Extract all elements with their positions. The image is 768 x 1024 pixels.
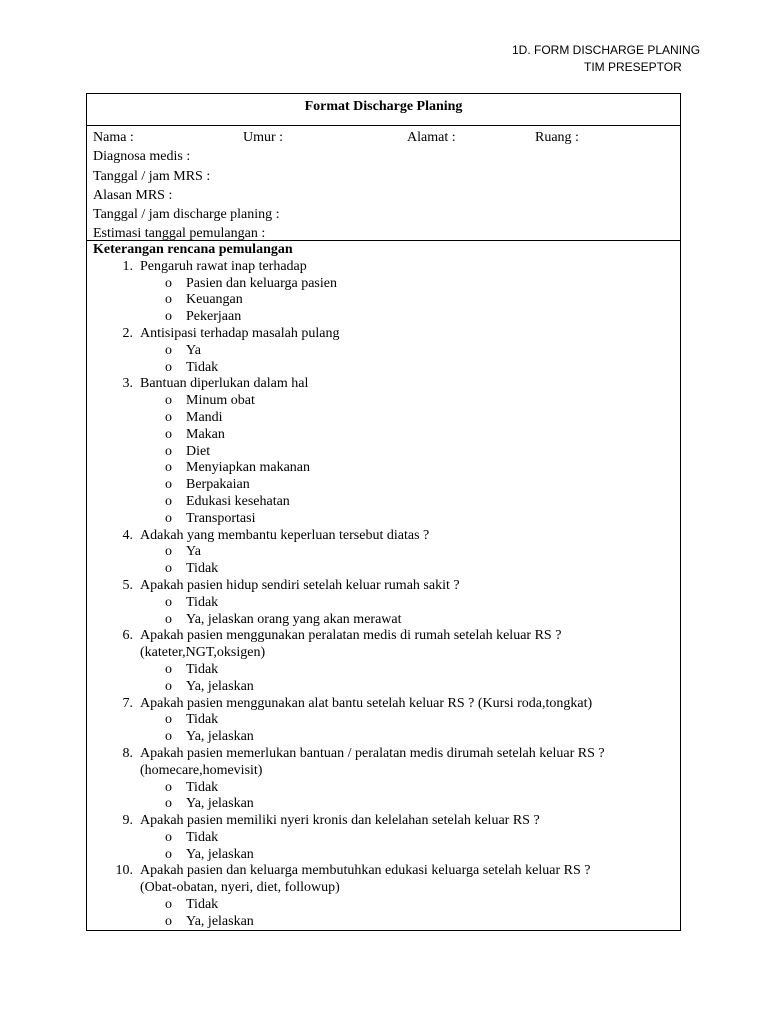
option-bullet-icon[interactable]: o (165, 594, 172, 610)
patient-info-section (87, 126, 680, 241)
option-bullet-icon[interactable]: o (165, 460, 172, 476)
option-label: Edukasi kesehatan (186, 493, 290, 509)
question-item (93, 528, 680, 545)
info-row-identity (93, 128, 680, 147)
option-bullet-icon[interactable]: o (165, 342, 172, 358)
option-label: Berpakaian (186, 477, 250, 493)
option-bullet-icon[interactable]: o (165, 275, 172, 291)
question-number: 9. (122, 813, 133, 829)
question-number: 8. (122, 745, 133, 761)
discharge-form (86, 93, 681, 931)
option-item[interactable] (93, 712, 680, 729)
option-item[interactable] (93, 544, 680, 561)
question-number: 5. (122, 577, 133, 593)
option-label: Diet (186, 443, 211, 459)
option-label: Mandi (186, 409, 223, 425)
option-label: Ya, jelaskan (186, 729, 254, 745)
diagnosa-field[interactable]: Diagnosa medis : (93, 149, 191, 165)
option-bullet-icon[interactable]: o (165, 510, 172, 526)
option-label: Menyiapkan makanan (186, 460, 311, 476)
option-item[interactable] (93, 460, 680, 477)
question-text: Apakah pasien memerlukan bantuan / peralatan medis dirumah setelah keluar RS ? (140, 745, 605, 761)
info-row-tanggal-discharge (93, 205, 680, 224)
option-label: Tidak (186, 897, 219, 913)
header-team-name: TIM PRESEPTOR (584, 60, 682, 74)
option-label: Ya, jelaskan (186, 846, 254, 862)
option-item[interactable] (93, 796, 680, 813)
question-list (93, 259, 680, 931)
option-bullet-icon[interactable]: o (165, 897, 172, 913)
question-text: Adakah yang membantu keperluan tersebut diatas ? (140, 527, 430, 543)
form-title: Format Discharge Planing (87, 94, 680, 126)
option-item[interactable] (93, 897, 680, 914)
option-label: Tidak (186, 561, 219, 577)
question-text: Bantuan diperlukan dalam hal (140, 376, 309, 392)
question-item (93, 326, 680, 343)
option-bullet-icon[interactable]: o (165, 544, 172, 560)
option-item[interactable] (93, 393, 680, 410)
option-item[interactable] (93, 914, 680, 931)
question-item (93, 628, 680, 662)
option-item[interactable] (93, 427, 680, 444)
option-bullet-icon[interactable]: o (165, 493, 172, 509)
option-item[interactable] (93, 292, 680, 309)
question-text: Apakah pasien hidup sendiri setelah keluar rumah sakit ? (140, 577, 460, 593)
option-label: Ya, jelaskan (186, 913, 254, 929)
option-item[interactable] (93, 780, 680, 797)
info-row-diagnosa (93, 147, 680, 166)
option-item[interactable] (93, 595, 680, 612)
question-text-continuation: (homecare,homevisit) (140, 762, 263, 778)
option-bullet-icon[interactable]: o (165, 712, 172, 728)
option-item[interactable] (93, 729, 680, 746)
question-item (93, 578, 680, 595)
option-item[interactable] (93, 276, 680, 293)
tanggal-discharge-field[interactable]: Tanggal / jam discharge planing : (93, 207, 280, 223)
option-label: Keuangan (186, 292, 243, 308)
option-item[interactable] (93, 444, 680, 461)
option-bullet-icon[interactable]: o (165, 393, 172, 409)
tanggal-mrs-field[interactable]: Tanggal / jam MRS : (93, 168, 211, 184)
info-row-estimasi (93, 224, 680, 243)
question-text-continuation: (kateter,NGT,oksigen) (140, 645, 266, 661)
option-bullet-icon[interactable]: o (165, 477, 172, 493)
option-item[interactable] (93, 309, 680, 326)
option-label: Tidak (186, 712, 219, 728)
nama-field[interactable]: Nama : (93, 130, 134, 145)
info-row-tanggal-mrs (93, 167, 680, 186)
option-label: Makan (186, 426, 225, 442)
option-bullet-icon[interactable]: o (165, 796, 172, 812)
option-label: Ya, jelaskan (186, 678, 254, 694)
question-text-continuation: (Obat-obatan, nyeri, diet, followup) (140, 880, 340, 896)
option-bullet-icon[interactable]: o (165, 846, 172, 862)
question-number: 3. (122, 376, 133, 392)
option-bullet-icon[interactable]: o (165, 779, 172, 795)
question-text: Antisipasi terhadap masalah pulang (140, 325, 340, 341)
option-item[interactable] (93, 847, 680, 864)
option-bullet-icon[interactable]: o (165, 409, 172, 425)
alasan-mrs-field[interactable]: Alasan MRS : (93, 187, 173, 203)
option-bullet-icon[interactable]: o (165, 829, 172, 845)
option-bullet-icon[interactable]: o (165, 292, 172, 308)
option-bullet-icon[interactable]: o (165, 443, 172, 459)
option-bullet-icon[interactable]: o (165, 309, 172, 325)
question-item (93, 376, 680, 393)
option-label: Tidak (186, 779, 219, 795)
option-item[interactable] (93, 561, 680, 578)
option-bullet-icon[interactable]: o (165, 426, 172, 442)
header-form-code: 1D. FORM DISCHARGE PLANING (512, 43, 701, 57)
question-item (93, 813, 680, 830)
estimasi-field[interactable]: Estimasi tanggal pemulangan : (93, 226, 266, 242)
umur-field[interactable]: Umur : (243, 130, 284, 145)
option-label: Minum obat (186, 393, 255, 409)
option-item[interactable] (93, 679, 680, 696)
option-label: Ya (186, 342, 201, 358)
option-item[interactable] (93, 511, 680, 528)
option-bullet-icon[interactable]: o (165, 561, 172, 577)
option-bullet-icon[interactable]: o (165, 661, 172, 677)
option-item[interactable] (93, 494, 680, 511)
option-bullet-icon[interactable]: o (165, 913, 172, 929)
option-item[interactable] (93, 343, 680, 360)
option-bullet-icon[interactable]: o (165, 678, 172, 694)
option-label: Tidak (186, 829, 219, 845)
option-item[interactable] (93, 410, 680, 427)
option-item[interactable] (93, 612, 680, 629)
option-label: Pasien dan keluarga pasien (186, 275, 337, 291)
question-text: Apakah pasien memiliki nyeri kronis dan kelelahan setelah keluar RS ? (140, 813, 540, 829)
discharge-plan-section (87, 241, 680, 931)
info-row-alasan-mrs (93, 186, 680, 205)
document-header (500, 42, 720, 76)
question-text: Apakah pasien menggunakan alat bantu setelah keluar RS ? (Kursi roda,tongkat) (140, 695, 593, 711)
option-label: Tidak (186, 661, 219, 677)
option-item[interactable] (93, 830, 680, 847)
question-text: Apakah pasien menggunakan peralatan medis di rumah setelah keluar RS ? (140, 628, 562, 644)
question-number: 10. (115, 863, 133, 879)
question-item (93, 746, 680, 780)
ruang-field[interactable]: Ruang : (535, 130, 579, 145)
option-bullet-icon[interactable]: o (165, 611, 172, 627)
option-label: Tidak (186, 359, 219, 375)
question-number: 4. (122, 527, 133, 543)
plan-section-title: Keterangan rencana pemulangan (93, 242, 293, 257)
option-label: Pekerjaan (186, 309, 242, 325)
option-label: Transportasi (186, 510, 256, 526)
option-item[interactable] (93, 360, 680, 377)
question-item (93, 259, 680, 276)
question-number: 7. (122, 695, 133, 711)
question-item (93, 863, 680, 897)
question-number: 1. (122, 258, 133, 274)
option-bullet-icon[interactable]: o (165, 359, 172, 375)
question-number: 6. (122, 628, 133, 644)
option-label: Ya (186, 544, 201, 560)
option-label: Ya, jelaskan (186, 796, 254, 812)
option-item[interactable] (93, 662, 680, 679)
alamat-field[interactable]: Alamat : (407, 130, 456, 145)
option-bullet-icon[interactable]: o (165, 729, 172, 745)
question-text: Apakah pasien dan keluarga membutuhkan edukasi keluarga setelah keluar RS ? (140, 863, 591, 879)
option-label: Ya, jelaskan orang yang akan merawat (186, 611, 402, 627)
question-item (93, 696, 680, 713)
option-label: Tidak (186, 594, 219, 610)
option-item[interactable] (93, 477, 680, 494)
question-text: Pengaruh rawat inap terhadap (140, 258, 307, 274)
question-number: 2. (122, 325, 133, 341)
